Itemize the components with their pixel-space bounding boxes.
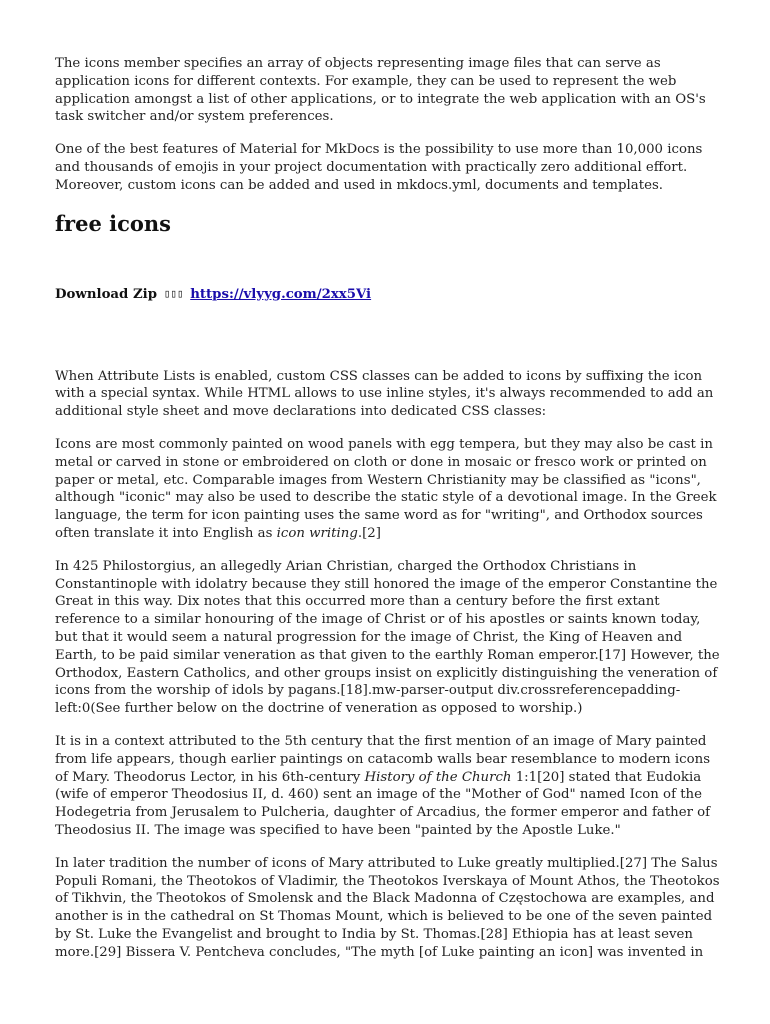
body-paragraph-later-tradition: In later tradition the number of icons of Mary attributed to Luke greatly multiplied.[27] The Salus Populi Romani, the Theotokos of Vladimir, the Theotokos Iverskaya of Mount Athos, the Theotokos of Tikhvin, the Theotokos of Smolensk and the Black Madonna of Częstochowa are examples, and another is in the cathedral on St Thomas Mount, which is believed to be one of the seven painted by St. Luke the Evangelist and brought to India by St. Thomas.[28] Ethiopia has at least seven more.[29] Bissera V. Pentcheva concludes, "The myth [of Luke painting an icon] was invented in (55, 855, 720, 960)
intro-paragraph-2: One of the best features of Material for MkDocs is the possibility to use more than 10,000 icons and thousands of emojis in your project documentation with practically zero additional effort. Moreover, custom icons can be added and used in mkdocs.yml, documents and templates. (55, 142, 703, 193)
document-page (55, 55, 720, 976)
body-paragraph-mary-image (55, 733, 720, 840)
download-link[interactable]: https://vlyyg.com/2xx5Vi (190, 286, 372, 302)
body-paragraph-philostorgius: In 425 Philostorgius, an allegedly Arian Christian, charged the Orthodox Christians in Constantinople with idolatry because they still honored the image of the emperor Constantine the Great in this way. Dix notes that this occurred more than a century before the first extant reference to a similar honouring of the image of Christ or of his apostles or saints known today, but that it would seem a natural progression for the image of Christ, the King of Heaven and Earth, to be paid similar veneration as that given to the earthly Roman emperor.[17] However, the Orthodox, Eastern Catholics, and other groups insist on explicitly distinguishing the veneration of icons from the worship of idols by pagans.[18].mw-parser-output div.crossreferencepadding-left:0(See further below on the doctrine of veneration as opposed to worship.) (55, 558, 720, 717)
section-heading: free icons (55, 210, 171, 236)
spacer (55, 304, 720, 368)
paragraph-text: It is in a context attributed to the 5th century that the first mention of an image of Mary painted from life appears, though earlier paintings on catacomb walls bear resemblance to modern icons of Mary. Theodorus Lector, in his 6th-century (55, 733, 711, 785)
body-paragraph-icon-painting (55, 436, 720, 543)
download-label: Download Zip (55, 286, 158, 302)
download-line (55, 285, 720, 304)
missing-glyph-icon: ▯▯▯ (163, 286, 184, 300)
intro-paragraph-1: The icons member specifies an array of objects representing image files that can serve as application icons for different contexts. For example, they can be used to represent the web application amongst a list of other applications, or to integrate the web application with an OS's task switcher and/or system preferences. (55, 56, 706, 125)
paragraph-text: 1:1[20] stated that Eudokia (wife of emperor Theodosius II, d. 460) sent an image of the "Mother of God" named Icon of the Hodegetria from Jerusalem to Pulcheria, daughter of Arcadius, the former emperor and father of Theodosius II. The image was specified to have been "painted by the Apostle Luke." (55, 769, 711, 838)
emphasis-text: icon writing (276, 525, 358, 541)
paragraph-text: Icons are most commonly painted on wood panels with egg tempera, but they may also be cast in metal or carved in stone or embroidered on cloth or done in mosaic or fresco work or printed on paper or metal, etc. Comparable images from Western Christianity may be classified as "icons", although "iconic" may also be used to describe the static style of a devotional image. In the Greek language, the term for icon painting uses the same word as for "writing", and Orthodox sources often translate it into English as (55, 436, 717, 541)
paragraph-text: .[2] (357, 525, 381, 541)
body-paragraph-attribute-lists: When Attribute Lists is enabled, custom CSS classes can be added to icons by suffixing the icon with a special syntax. While HTML allows to use inline styles, it's always recommended to add an additional style sheet and move declarations into dedicated CSS classes: (55, 368, 714, 420)
emphasis-text: History of the Church (364, 769, 512, 785)
